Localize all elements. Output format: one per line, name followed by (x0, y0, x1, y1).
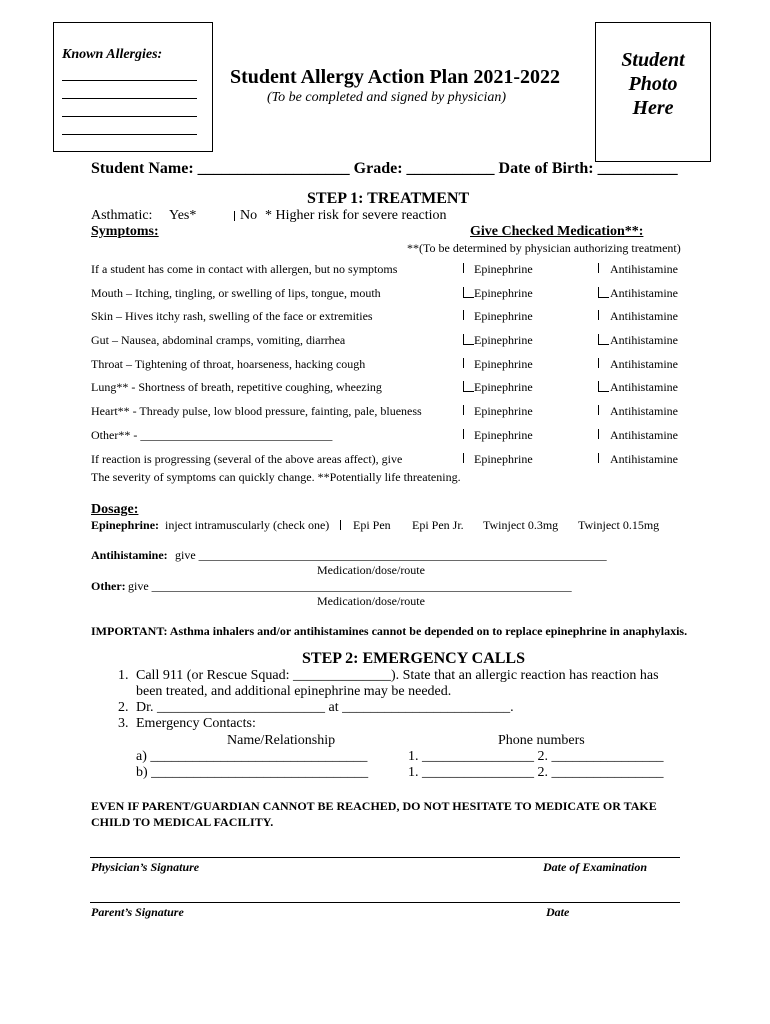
warning-line-1: EVEN IF PARENT/GUARDIAN CANNOT BE REACHED, DO NOT HESITATE TO MEDICATE OR TAKE (91, 799, 657, 813)
epinephrine-option[interactable]: Epinephrine (474, 428, 533, 442)
antihistamine-checkbox[interactable] (598, 310, 609, 320)
name-relationship-header: Name/Relationship (227, 733, 336, 748)
call-911-text[interactable]: Call 911 (or Rescue Squad: ______________). State that an allergic reaction has reaction has (136, 668, 659, 683)
doctor-field[interactable]: Dr. ________________________ at ________________________. (136, 700, 514, 715)
antihistamine-dose-field[interactable]: give ____________________________________________________________________ (175, 548, 607, 562)
parent-signature-line[interactable] (90, 902, 680, 903)
antihistamine-option[interactable]: Antihistamine (610, 309, 678, 323)
contact-a-field[interactable]: a) _______________________________ (136, 749, 368, 764)
severity-note: The severity of symptoms can quickly change. **Potentially life threatening. (91, 470, 461, 484)
contact-b-field[interactable]: b) _______________________________ (136, 765, 369, 780)
physician-signature-line[interactable] (90, 857, 680, 858)
warning-line-2: CHILD TO MEDICAL FACILITY. (91, 815, 274, 829)
epinephrine-dose-label: Epinephrine: (91, 518, 160, 532)
asthma-risk-note: * Higher risk for severe reaction (265, 208, 447, 223)
epinephrine-checkbox[interactable] (463, 381, 474, 392)
epi-option-twinject-03[interactable]: Twinject 0.3mg (483, 518, 559, 532)
photo-label: Student (621, 49, 685, 71)
antihistamine-option[interactable]: Antihistamine (610, 357, 678, 371)
allergy-line[interactable] (62, 98, 197, 99)
allergy-line[interactable] (62, 80, 197, 81)
epinephrine-option[interactable]: Epinephrine (474, 357, 533, 371)
route-caption: Medication/dose/route (317, 563, 425, 577)
known-allergies-box (53, 22, 213, 152)
important-note: IMPORTANT: Asthma inhalers and/or antihistamines cannot be depended on to replace epinephrine in anaphylaxis. (91, 624, 688, 638)
epinephrine-option[interactable]: Epinephrine (474, 333, 533, 347)
antihistamine-option[interactable]: Antihistamine (610, 286, 678, 300)
parent-signature-label: Parent’s Signature (91, 905, 184, 919)
antihistamine-option[interactable]: Antihistamine (610, 333, 678, 347)
antihistamine-checkbox[interactable] (598, 334, 609, 345)
page-subtitle: (To be completed and signed by physician) (267, 90, 506, 105)
allergy-line[interactable] (62, 116, 197, 117)
route-caption: Medication/dose/route (317, 594, 425, 608)
call-911-text-cont: been treated, and additional epinephrine may be needed. (136, 684, 452, 699)
symptom-label[interactable]: Other** - ________________________________ (91, 428, 333, 442)
symptom-label: Gut – Nausea, abdominal cramps, vomiting, diarrhea (91, 333, 346, 347)
list-number: 2. (118, 700, 129, 715)
epinephrine-option[interactable]: Epinephrine (474, 286, 533, 300)
epi-option-epi-pen-jr[interactable]: Epi Pen Jr. (412, 518, 464, 532)
epi-pen-checkbox[interactable] (340, 520, 351, 530)
symptom-label: Lung** - Shortness of breath, repetitive coughing, wheezing (91, 380, 382, 394)
step1-title: STEP 1: TREATMENT (307, 190, 470, 207)
contact-b-phones[interactable]: 1. ________________ 2. ________________ (408, 765, 664, 780)
phone-numbers-header: Phone numbers (498, 733, 585, 748)
antihistamine-checkbox[interactable] (598, 429, 609, 439)
antihistamine-dose-label: Antihistamine: (91, 548, 168, 562)
emergency-contacts-label: Emergency Contacts: (136, 716, 256, 731)
known-allergies-label: Known Allergies: (62, 47, 163, 62)
antihistamine-option[interactable]: Antihistamine (610, 380, 678, 394)
symptom-label: If reaction is progressing (several of the above areas affect), give (91, 452, 403, 466)
antihistamine-option[interactable]: Antihistamine (610, 428, 678, 442)
antihistamine-checkbox[interactable] (598, 263, 609, 273)
other-dose-field[interactable]: give ______________________________________________________________________ (128, 579, 572, 593)
medication-header: Give Checked Medication**: (470, 224, 644, 239)
epinephrine-option[interactable]: Epinephrine (474, 262, 533, 276)
asthmatic-label: Asthmatic: (91, 208, 153, 223)
symptoms-header: Symptoms: (91, 224, 159, 239)
epinephrine-checkbox[interactable] (463, 287, 474, 298)
step2-title: STEP 2: EMERGENCY CALLS (302, 650, 525, 667)
epinephrine-checkbox[interactable] (463, 429, 474, 439)
dosage-title: Dosage: (91, 502, 139, 517)
epinephrine-checkbox[interactable] (463, 405, 474, 415)
symptom-label: Heart** - Thready pulse, low blood pressure, fainting, pale, blueness (91, 404, 422, 418)
antihistamine-option[interactable]: Antihistamine (610, 452, 678, 466)
antihistamine-checkbox[interactable] (598, 287, 609, 298)
epinephrine-checkbox[interactable] (463, 358, 474, 368)
page-title: Student Allergy Action Plan 2021-2022 (230, 66, 561, 88)
antihistamine-checkbox[interactable] (598, 453, 609, 463)
list-number: 1. (118, 668, 129, 683)
other-dose-label: Other: (91, 579, 126, 593)
list-number: 3. (118, 716, 129, 731)
epinephrine-checkbox[interactable] (463, 263, 474, 273)
student-info-line[interactable]: Student Name: ___________________ Grade: ___________ Date of Birth: __________ (91, 160, 678, 177)
antihistamine-checkbox[interactable] (598, 381, 609, 392)
epinephrine-checkbox[interactable] (463, 310, 474, 320)
contact-a-phones[interactable]: 1. ________________ 2. ________________ (408, 749, 664, 764)
symptom-label: Throat – Tightening of throat, hoarseness, hacking cough (91, 357, 366, 371)
symptom-label: Mouth – Itching, tingling, or swelling of lips, tongue, mouth (91, 286, 381, 300)
photo-label: Here (632, 97, 674, 119)
antihistamine-checkbox[interactable] (598, 358, 609, 368)
epinephrine-option[interactable]: Epinephrine (474, 380, 533, 394)
antihistamine-checkbox[interactable] (598, 405, 609, 415)
antihistamine-option[interactable]: Antihistamine (610, 404, 678, 418)
epinephrine-checkbox[interactable] (463, 453, 474, 463)
epinephrine-option[interactable]: Epinephrine (474, 309, 533, 323)
date-label: Date (546, 905, 570, 919)
photo-label: Photo (628, 73, 678, 95)
epinephrine-option[interactable]: Epinephrine (474, 452, 533, 466)
antihistamine-option[interactable]: Antihistamine (610, 262, 678, 276)
epinephrine-dose-text: inject intramuscularly (check one) (165, 518, 330, 532)
allergy-line[interactable] (62, 134, 197, 135)
medication-note: **(To be determined by physician authorizing treatment) (407, 241, 681, 255)
student-photo-box (595, 22, 711, 162)
epinephrine-option[interactable]: Epinephrine (474, 404, 533, 418)
epi-option-epi-pen[interactable]: Epi Pen (353, 518, 391, 532)
epi-option-twinject-015[interactable]: Twinject 0.15mg (578, 518, 660, 532)
exam-date-label: Date of Examination (543, 860, 648, 874)
symptom-label: If a student has come in contact with allergen, but no symptoms (91, 262, 398, 276)
asthmatic-yes-option[interactable]: Yes* (169, 208, 197, 223)
physician-signature-label: Physician’s Signature (91, 860, 200, 874)
epinephrine-checkbox[interactable] (463, 334, 474, 345)
symptom-label: Skin – Hives itchy rash, swelling of the face or extremities (91, 309, 373, 323)
asthmatic-no-option[interactable]: No (240, 208, 258, 223)
